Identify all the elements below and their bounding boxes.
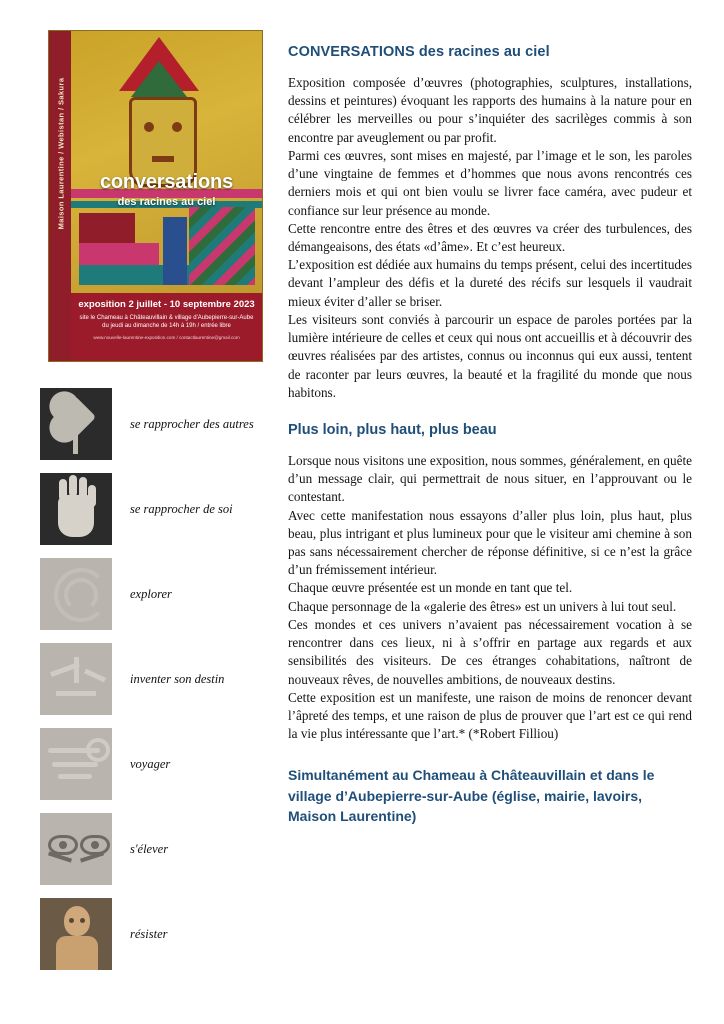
poster-artwork bbox=[71, 31, 262, 293]
paragraph-text: Lorsque nous visitons une exposition, nous sommes, généralement, en quête d’un message clair, qui permettrait de nous situer, en l’approuvant ou le contestant. bbox=[288, 452, 692, 505]
article-column bbox=[288, 44, 692, 826]
thumbnail-caption: se rapprocher de soi bbox=[130, 501, 233, 516]
paragraph-text: Cette rencontre entre des êtres et des œuvres va créer des turbulences, des démangeaisons, des états «d’âme». Et c’est heureux. bbox=[288, 220, 692, 254]
paragraph bbox=[288, 689, 692, 744]
poster-title-sub: des racines au ciel bbox=[117, 196, 216, 208]
closing-note: Simultanément au Chameau à Châteauvillain et dans le village d’Aubepierre-sur-Aube (église, mairie, lavoirs, Maison Laurentine) bbox=[288, 767, 655, 825]
poster-place: site le Chameau à Châteauvillain & village d'Aubepierre-sur-Aube du jeudi au dimanche de 14h à 19h / entrée libre bbox=[79, 315, 254, 330]
exhibition-poster bbox=[48, 30, 263, 362]
paragraph-text: Chaque œuvre présentée est un monde en tant que tel. bbox=[288, 580, 573, 596]
paragraph-text: L’exposition est dédiée aux humains du temps présent, celui des incertitudes devant l’ampleur des défis et la dureté des récifs sur lesquels il vaudrait mieux éviter d’aller se briser. bbox=[288, 257, 692, 309]
poster-contact: www.nouvelle-laurentine-exposition.com / contactlaurentine@gmail.com bbox=[93, 335, 240, 341]
step-shape-2 bbox=[79, 243, 159, 265]
paragraph bbox=[288, 616, 692, 689]
poster-footer bbox=[71, 293, 262, 361]
list-item bbox=[30, 898, 275, 970]
paragraph bbox=[288, 507, 692, 580]
list-item bbox=[30, 558, 275, 630]
hands-glyph-icon bbox=[40, 643, 112, 715]
paragraph bbox=[288, 311, 692, 402]
paragraph bbox=[288, 579, 692, 597]
eyes-icon bbox=[40, 813, 112, 885]
block-blue-shape bbox=[163, 217, 187, 285]
poster-dates: exposition 2 juillet - 10 septembre 2023 bbox=[78, 299, 255, 310]
zigzag-pattern-shape bbox=[189, 207, 255, 285]
paragraph-text: Exposition composée d’œuvres (photographies, sculptures, installations, dessins et peintures) évoquant les rapports des humains à la nature pour en célébrer les merveilles ou pour s’inquiéter des sacrilèges commis à son encontre par aveuglement ou par profit. bbox=[288, 75, 692, 145]
poster-spine bbox=[49, 31, 71, 361]
paragraph-text: Les visiteurs sont conviés à parcourir un espace de paroles portées par la lumière intérieure de celles et ceux qui nous ont accueillis et à découvrir des œuvres réalisées par des artistes, connus ou inconnus qui eux aussi, tentent de raconter par leurs œuvres, la beauté et la fragilité du monde que nous habitons. bbox=[288, 311, 692, 400]
thumbnail-caption: résister bbox=[130, 926, 168, 941]
section-heading-plus-loin: Plus loin, plus haut, plus beau bbox=[288, 421, 497, 438]
paragraph-text: Ces mondes et ces univers n’avaient pas nécessairement vocation à se rencontrer dans ces lieux, ni à s’offrir en partage aux regards et aux sensibilités des visiteurs. De ces étranges cohabitations, naîtront de nouveaux rêves, de nouvelles ambitions, de nouveaux destins. bbox=[288, 616, 692, 687]
list-item bbox=[30, 643, 275, 715]
thumbnail-caption: voyager bbox=[130, 756, 171, 771]
mask-mouth bbox=[152, 156, 174, 162]
thumbnail-caption: se rapprocher des autres bbox=[130, 416, 254, 431]
page-title: CONVERSATIONS des racines au ciel bbox=[288, 44, 550, 60]
hand-icon bbox=[40, 473, 112, 545]
thumbnail-caption: inventer son destin bbox=[130, 671, 225, 686]
poster-spine-text: Maison Laurentine / Webistan / Sakura bbox=[56, 77, 66, 230]
paragraph-text: Chaque personnage de la «galerie des êtres» est un univers à lui tout seul. bbox=[288, 598, 677, 614]
thumbnail-caption: explorer bbox=[130, 586, 172, 601]
thumbnail-list bbox=[30, 388, 275, 970]
thumbnail-caption: s'élever bbox=[130, 841, 169, 856]
paragraph-text: Parmi ces œuvres, sont mises en majesté, par l’image et le son, les paroles d’une vingtaine de femmes et d’hommes que nous avons rencontrés ces derniers mois et qui ont bien voulu se livrer face caméra, avec pudeur et confiance sur leur présence au monde. bbox=[288, 147, 692, 218]
left-column bbox=[30, 30, 275, 983]
list-item bbox=[30, 473, 275, 545]
figure-icon bbox=[40, 898, 112, 970]
paragraph bbox=[288, 598, 692, 616]
list-item bbox=[30, 813, 275, 885]
heart-icon bbox=[40, 388, 112, 460]
paragraph bbox=[288, 452, 692, 507]
mask-eye-right bbox=[172, 122, 182, 132]
paragraph bbox=[288, 147, 692, 220]
poster-title-main: conversations bbox=[99, 171, 233, 193]
paragraph bbox=[288, 220, 692, 256]
step-shape-1 bbox=[79, 213, 135, 243]
mask-eye-left bbox=[144, 122, 154, 132]
list-item bbox=[30, 728, 275, 800]
list-item bbox=[30, 388, 275, 460]
paragraph-text: Avec cette manifestation nous essayons d’aller plus loin, plus haut, plus beau, plus intrigant et plus lumineux pour que le visiteur ami chemine à son pas sans nécessairement chercher de réponse définitive, si ce n’est la grâce d’un frémissement intérieur. bbox=[288, 507, 692, 578]
boat-glyph-icon bbox=[40, 728, 112, 800]
paragraph bbox=[288, 74, 692, 147]
paragraph bbox=[288, 256, 692, 311]
paragraph-text: Cette exposition est un manifeste, une raison de moins de renoncer devant l’âpreté des temps, et une raison de plus de prouver que l’art est ce qui rend la vie plus intéressante que l’art.* (*Robert Filliou) bbox=[288, 689, 692, 742]
circle-green-shape bbox=[153, 75, 167, 89]
poster-title-group bbox=[79, 171, 254, 208]
spiral-icon bbox=[40, 558, 112, 630]
